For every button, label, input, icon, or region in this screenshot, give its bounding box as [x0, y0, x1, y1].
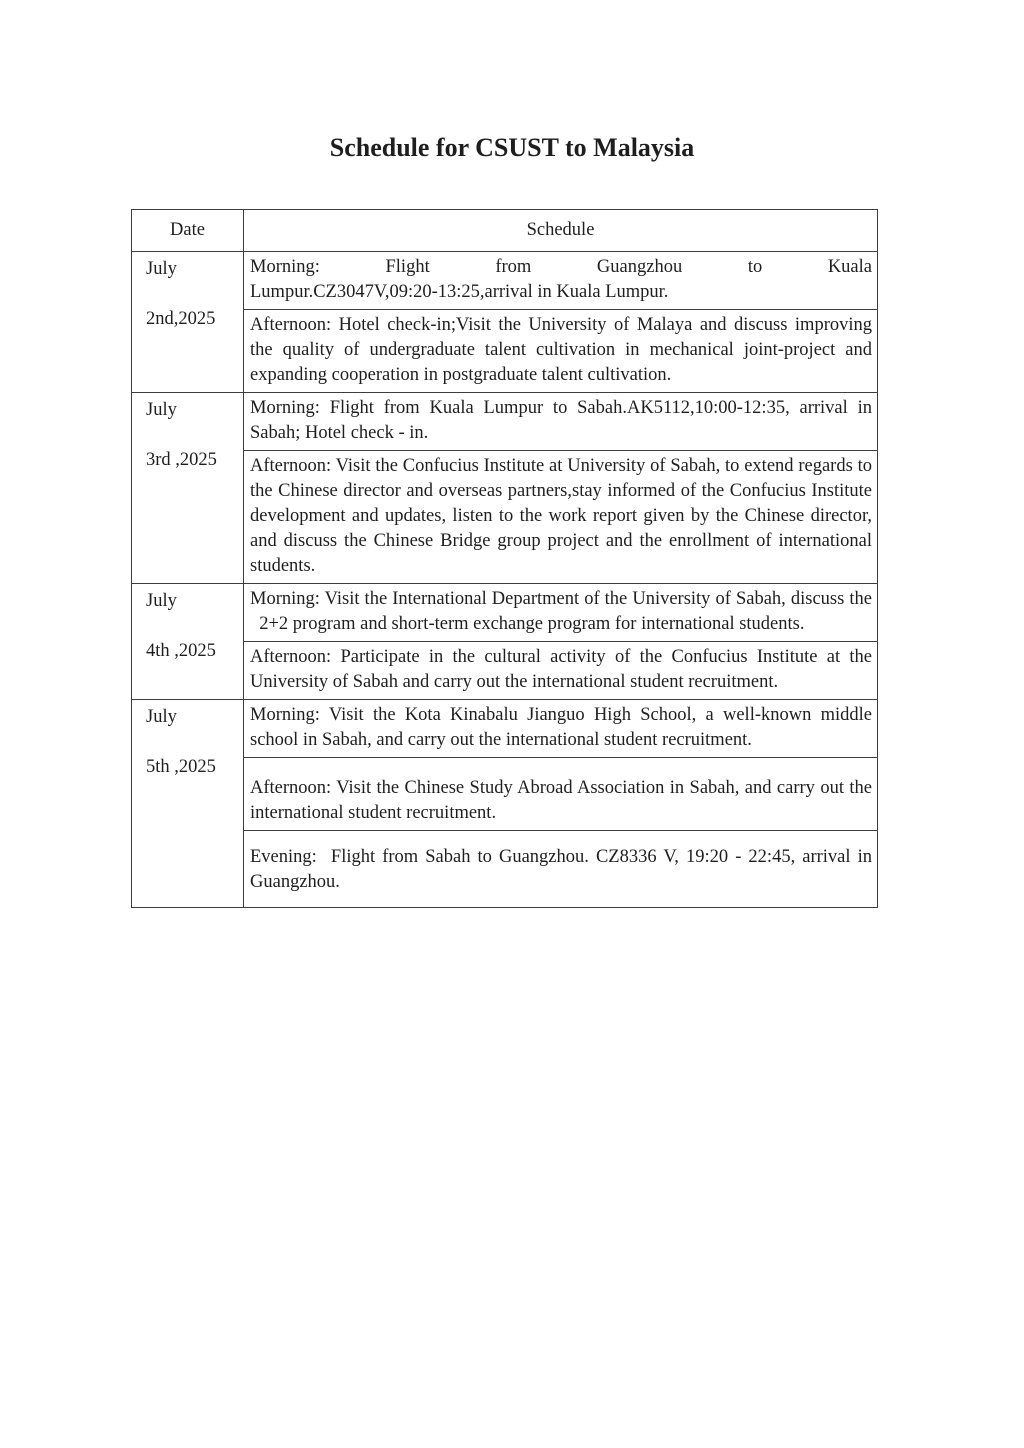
date-month: July [146, 259, 177, 279]
table-row [132, 831, 878, 908]
table-row [132, 758, 878, 831]
schedule-cell-july5-afternoon: Afternoon: Visit the Chinese Study Abroad Association in Sabah, and carry out the international student recruitment. [244, 758, 878, 831]
schedule-cell-july5-morning: Morning: Visit the Kota Kinabalu Jianguo High School, a well-known middle school in Sabah, and carry out the international student recruitment. [244, 700, 878, 758]
table-row [132, 642, 878, 700]
schedule-cell-july2-afternoon: Afternoon: Hotel check-in;Visit the University of Malaya and discuss improving the quality of undergraduate talent cultivation in mechanical joint-project and expanding cooperation in postgraduate talent cultivation. [244, 310, 878, 393]
schedule-text-line: Morning: Flight from Guangzhou to Kuala [250, 257, 872, 277]
date-day: 5th ,2025 [146, 757, 216, 777]
schedule-cell-july5-evening: Evening: Flight from Sabah to Guangzhou. CZ8336 V, 19:20 - 22:45, arrival in Guangzhou. [244, 831, 878, 908]
date-cell-july-2nd [132, 252, 244, 393]
document-title: Schedule for CSUST to Malaysia [329, 133, 695, 162]
table-row [132, 700, 878, 758]
date-cell-july-4th [132, 584, 244, 700]
table-row [132, 451, 878, 584]
schedule-cell-july2-morning [244, 252, 878, 310]
table-row [132, 252, 878, 310]
date-day: 3rd ,2025 [146, 450, 217, 470]
date-cell-july-5th [132, 700, 244, 908]
header-row [132, 210, 878, 252]
date-month: July [146, 400, 177, 420]
table-row [132, 310, 878, 393]
date-day: 2nd,2025 [146, 309, 216, 329]
schedule-column-header: Schedule [244, 210, 878, 252]
schedule-cell-july3-afternoon: Afternoon: Visit the Confucius Institute at University of Sabah, to extend regards to the Chinese director and overseas partners,stay informed of the Confucius Institute development and updates, listen to the work report given by the Chinese director, and discuss the Chinese Bridge group project and the enrollment of international students. [244, 451, 878, 584]
table-row [132, 393, 878, 451]
table-row [132, 584, 878, 642]
schedule-text-line: Lumpur.CZ3047V,09:20-13:25,arrival in Kuala Lumpur. [250, 282, 669, 302]
schedule-cell-july4-morning: Morning: Visit the International Department of the University of Sabah, discuss the 2+2 program and short-term exchange program for international students. [244, 584, 878, 642]
date-cell-july-3rd [132, 393, 244, 584]
schedule-cell-july4-afternoon: Afternoon: Participate in the cultural activity of the Confucius Institute at the University of Sabah and carry out the international student recruitment. [244, 642, 878, 700]
date-day: 4th ,2025 [146, 641, 216, 661]
date-column-header: Date [132, 210, 244, 252]
date-month: July [146, 591, 177, 611]
schedule-table [131, 209, 878, 908]
schedule-cell-july3-morning: Morning: Flight from Kuala Lumpur to Sabah.AK5112,10:00-12:35, arrival in Sabah; Hotel check - in. [244, 393, 878, 451]
date-month: July [146, 707, 177, 727]
